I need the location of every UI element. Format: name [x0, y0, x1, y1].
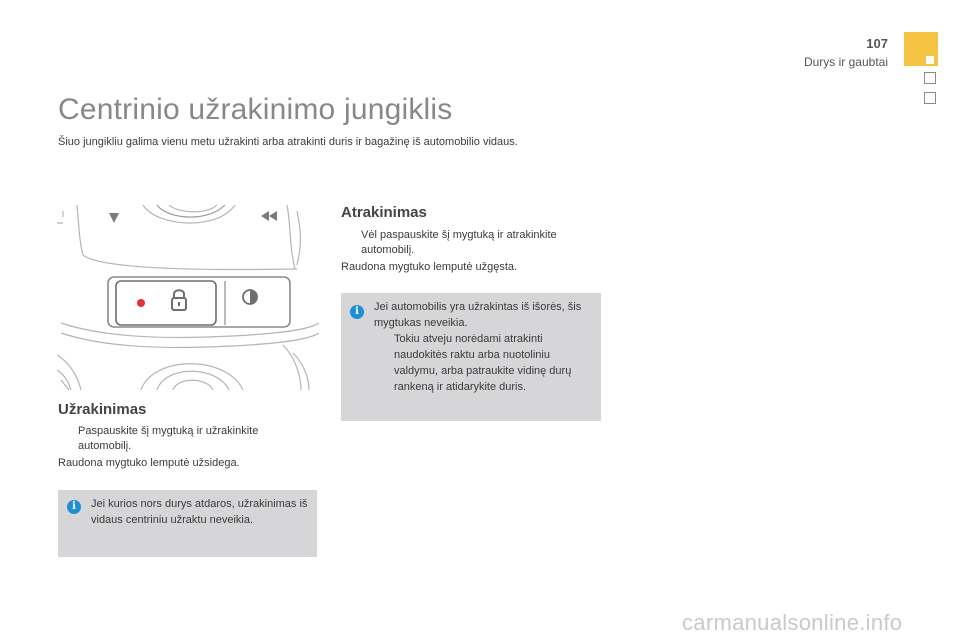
unlocking-info-instruction: Tokiu atveju norėdami atrakinti naudokitės raktu arba nuotoliniu valdymu, arba patraukite vidinę durų rankeną ir atidarykite duris. [394, 333, 572, 393]
page-number: 107 [866, 36, 888, 51]
locking-heading: Užrakinimas [58, 401, 147, 418]
unlocking-instruction: Vėl paspauskite šį mygtuką ir atrakinkite automobilį. [361, 229, 557, 256]
rewind-icon [261, 211, 269, 221]
chapter-tab-active[interactable] [904, 32, 938, 66]
unlocking-note: Raudona mygtuko lemputė užgęsta. [341, 261, 518, 273]
locking-info-text: Jei kurios nors durys atdaros, užrakinimas iš vidaus centriniu užraktu neveikia. [91, 498, 308, 526]
watermark: carmanualsonline.info [682, 610, 903, 635]
info-icon: i [67, 500, 81, 514]
locking-info-box [58, 490, 317, 557]
intro-text: Šiuo jungikliu galima vienu metu užrakinti arba atrakinti duris ir bagažinę iš automobilio vidaus. [58, 136, 518, 148]
chapter-tab[interactable] [924, 92, 936, 104]
locking-instruction: Paspauskite šį mygtuką ir užrakinkite automobilį. [78, 425, 259, 452]
unlocking-info-box [341, 293, 601, 421]
section-title: Durys ir gaubtai [803, 55, 888, 69]
info-icon: i [350, 305, 364, 319]
unlocking-bullet [341, 228, 596, 258]
locking-bullet [58, 424, 308, 454]
red-indicator-light [137, 299, 145, 307]
lock-switch-illustration [57, 205, 319, 390]
chapter-tab[interactable] [924, 72, 936, 84]
interior-light-icon [243, 290, 257, 304]
unlocking-heading: Atrakinimas [341, 204, 427, 221]
locking-note: Raudona mygtuko lemputė užsidega. [58, 457, 240, 469]
unlocking-info-text: Jei automobilis yra užrakintas iš išorės, šis mygtukas neveikia. [374, 301, 582, 329]
page-title: Centrinio užrakinimo jungiklis [58, 93, 453, 126]
down-arrow-icon [109, 213, 119, 223]
tab-marker-icon [926, 56, 934, 64]
unlocking-info-bullet [374, 331, 596, 395]
